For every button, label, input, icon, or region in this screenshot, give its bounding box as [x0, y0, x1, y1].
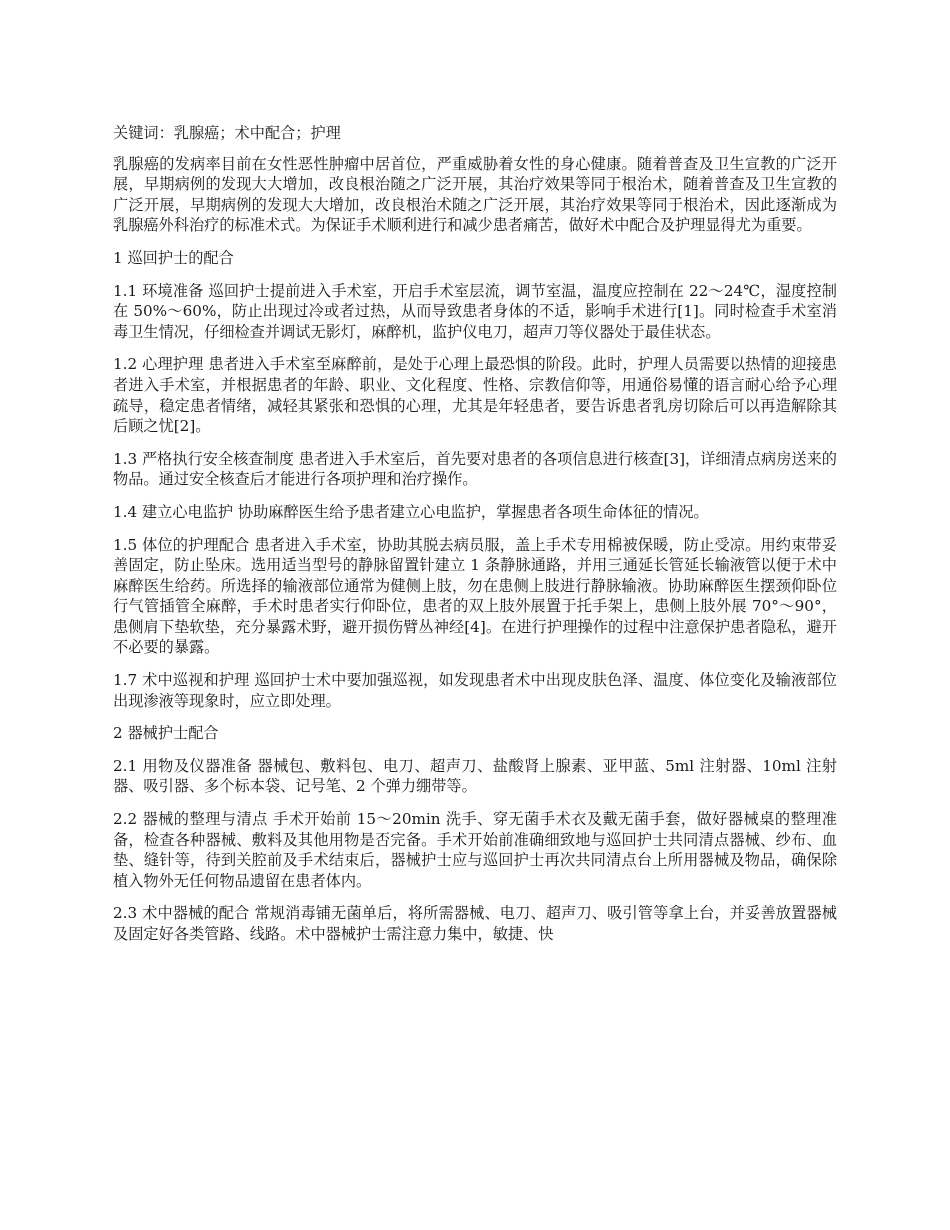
keywords-line: 关键词：乳腺癌；术中配合；护理 — [113, 124, 341, 142]
paragraph-1-1: 1.1 环境准备 巡回护士提前进入手术室，开启手术室层流，调节室温，温度应控制在 22～24℃，湿度控制在 50%～60%，防止出现过冷或者过热，从而导致患者身体的不适，影响手术进行[1]。同时检查手术室消毒卫生情况，仔细检查并调试无影灯，麻醉机，监护仪电刀，超声刀等仪器处于最佳状态。 — [113, 281, 837, 341]
paragraph-1-5: 1.5 体位的护理配合 患者进入手术室，协助其脱去病员服，盖上手术专用棉被保暖，防止受凉。用约束带妥善固定，防止坠床。选用适当型号的静脉留置针建立 1 条静脉通路，并用三通延长管延长输液管以便于术中麻醉医生给药。所选择的输液部位通常为健侧上肢，勿在患侧上肢进行静脉输液。协助麻醉医生摆颈仰卧位行气管插管全麻醉，手术时患者实行仰卧位，患者的双上肢外展置于托手架上，患侧上肢外展 70°～90°，患侧肩下垫软垫，充分暴露术野，避开损伤臂丛神经[4]。在进行护理操作的过程中注意保护患者隐私，避开不必要的暴露。 — [113, 535, 837, 657]
section-heading-1: 1 巡回护士的配合 — [113, 248, 234, 267]
paragraph-1-2: 1.2 心理护理 患者进入手术室至麻醉前，是处于心理上最恐惧的阶段。此时，护理人员需要以热情的迎接患者进入手术室，并根据患者的年龄、职业、文化程度、性格、宗教信仰等，用通俗易懂的语言耐心给予心理疏导，稳定患者情绪，减轻其紧张和恐惧的心理，尤其是年轻患者，要告诉患者乳房切除后可以再造解除其后顾之忧[2]。 — [113, 355, 837, 436]
paragraph-2-1: 2.1 用物及仪器准备 器械包、敷料包、电刀、超声刀、盐酸肾上腺素、亚甲蓝、5ml 注射器、10ml 注射器、吸引器、多个标本袋、记号笔、2 个弹力绷带等。 — [113, 756, 837, 796]
section-heading-2: 2 器械护士配合 — [113, 724, 219, 743]
paragraph-2-3: 2.3 术中器械的配合 常规消毒铺无菌单后，将所需器械、电刀、超声刀、吸引管等拿上台，并妥善放置器械及固定好各类管路、线路。术中器械护士需注意力集中，敏捷、快 — [113, 904, 837, 943]
paragraph-2-2: 2.2 器械的整理与清点 手术开始前 15～20min 洗手、穿无菌手术衣及戴无菌手套，做好器械桌的整理准备，检查各种器械、敷料及其他用物是否完备。手术开始前准确细致地与巡回护士共同清点器械、纱布、血垫、缝针等，待到关腔前及手术结束后，器械护士应与巡回护士再次共同清点台上所用器械及物品，确保除植入物外无任何物品遗留在患者体内。 — [113, 810, 837, 890]
paragraph-1-3: 1.3 严格执行安全核查制度 患者进入手术室后，首先要对患者的各项信息进行核查[3]，详细清点病房送来的物品。通过安全核查后才能进行各项护理和治疗操作。 — [113, 449, 837, 489]
paragraph-1-4: 1.4 建立心电监护 协助麻醉医生给予患者建立心电监护，掌握患者各项生命体征的情况。 — [113, 502, 709, 521]
intro-paragraph: 乳腺癌的发病率目前在女性恶性肿瘤中居首位，严重威胁着女性的身心健康。随着普查及卫生宣教的广泛开展，早期病例的发现大大增加，改良根治随之广泛开展，其治疗效果等同于根治术，随着普查及卫生宣教的广泛开展，早期病例的发现大大增加，改良根治术随之广泛开展，其治疗效果等同于根治术，因此逐渐成为乳腺癌外科治疗的标准术式。为保证手术顺利进行和减少患者痛苦，做好术中配合及护理显得尤为重要。 — [113, 154, 837, 235]
paragraph-1-7: 1.7 术中巡视和护理 巡回护士术中要加强巡视，如发现患者术中出现皮肤色泽、温度、体位变化及输液部位出现渗液等现象时，应立即处理。 — [113, 671, 837, 710]
